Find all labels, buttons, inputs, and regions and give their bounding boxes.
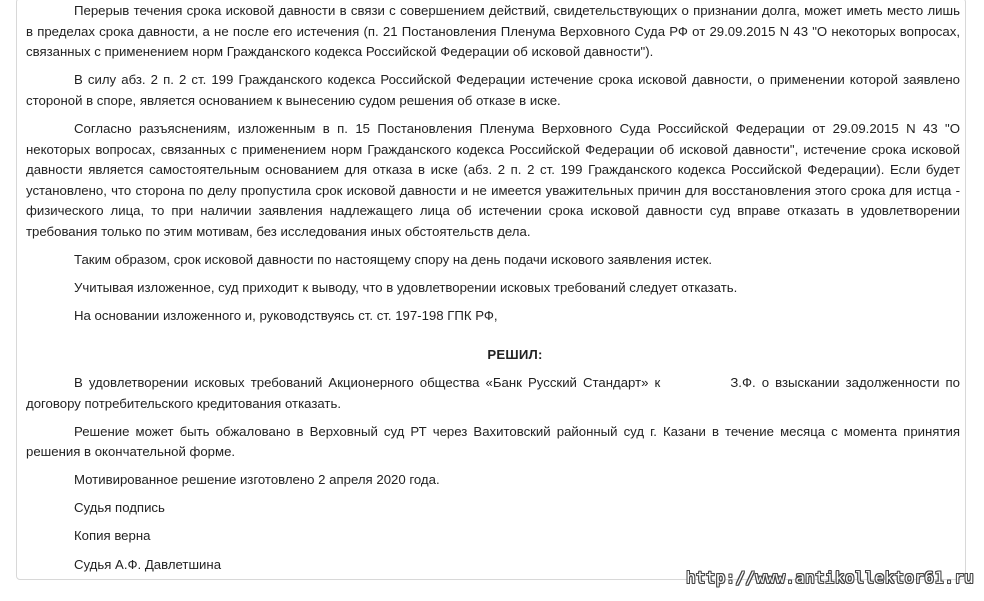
court-decision-text (26, 1, 960, 583)
judge-signature: Судья подпись (74, 500, 165, 516)
paragraph-decision (26, 373, 960, 414)
paragraph-legal-basis: На основании изложенного и, руководствуясь ст. ст. 197-198 ГПК РФ, (74, 308, 498, 324)
paragraph-expiry-grounds: В силу абз. 2 п. 2 ст. 199 Гражданского кодекса Российской Федерации истечение срока исковой давности, о применении которой заявлено стороной в споре, является основанием к вынесению судом решения об отказе в иске. (26, 72, 960, 108)
reasoned-decision-date: Мотивированное решение изготовлено 2 апреля 2020 года. (74, 472, 440, 488)
paragraph-plenum-explanation: Согласно разъяснениям, изложенным в п. 15 Постановления Пленума Верховного Суда Российской Федерации от 29.09.2015 N 43 "О некоторых вопросах, связанных с применением норм Гражданского кодекса Российской Федерации об исковой давности", истечение срока исковой давности является самостоятельным основанием для отказа в иске (абз. 2 п. 2 ст. 199 Гражданского кодекса Российской Федерации). Если будет установлено, что сторона по делу пропустила срок исковой давности и не имеется уважительных причин для восстановления этого срока для истца - физического лица, то при наличии заявления надлежащего лица об истечении срока исковой давности суд вправе отказать в удовлетворении требования только по этим мотивам, без исследования иных обстоятельств дела. (26, 120, 960, 239)
site-watermark: http://www.antikollektor61.ru (685, 568, 974, 587)
paragraph-appeal: Решение может быть обжаловано в Верховный суд РТ через Вахитовский районный суд г. Казани в течение месяца с момента принятия решения в окончательной форме. (26, 423, 960, 460)
decision-part-2: З.Ф. о взыскании задолженности по договору потребительского кредитования отказать. (26, 374, 960, 411)
decision-heading: РЕШИЛ: (487, 346, 543, 362)
paragraph-court-conclusion: Учитывая изложенное, суд приходит к выводу, что в удовлетворении исковых требований следует отказать. (74, 280, 738, 296)
judge-name: Судья А.Ф. Давлетшина (74, 556, 222, 572)
copy-certified: Копия верна (74, 528, 151, 544)
paragraph-interruption-of-limitation: Перерыв течения срока исковой давности в связи с совершением действий, свидетельствующих о признании долга, может иметь место лишь в пределах срока давности, а не после его истечения (п. 21 Постановления Пленума Верховного Суда РФ от 29.09.2015 N 43 "О некоторых вопросах, связанных с применением норм Гражданского кодекса Российской Федерации об исковой давности"). (26, 3, 960, 60)
decision-part-1: В удовлетворении исковых требований Акционерного общества «Банк Русский Стандарт» к (74, 374, 661, 390)
paragraph-limitation-expired: Таким образом, срок исковой давности по настоящему спору на день подачи искового заявления истек. (74, 252, 713, 268)
